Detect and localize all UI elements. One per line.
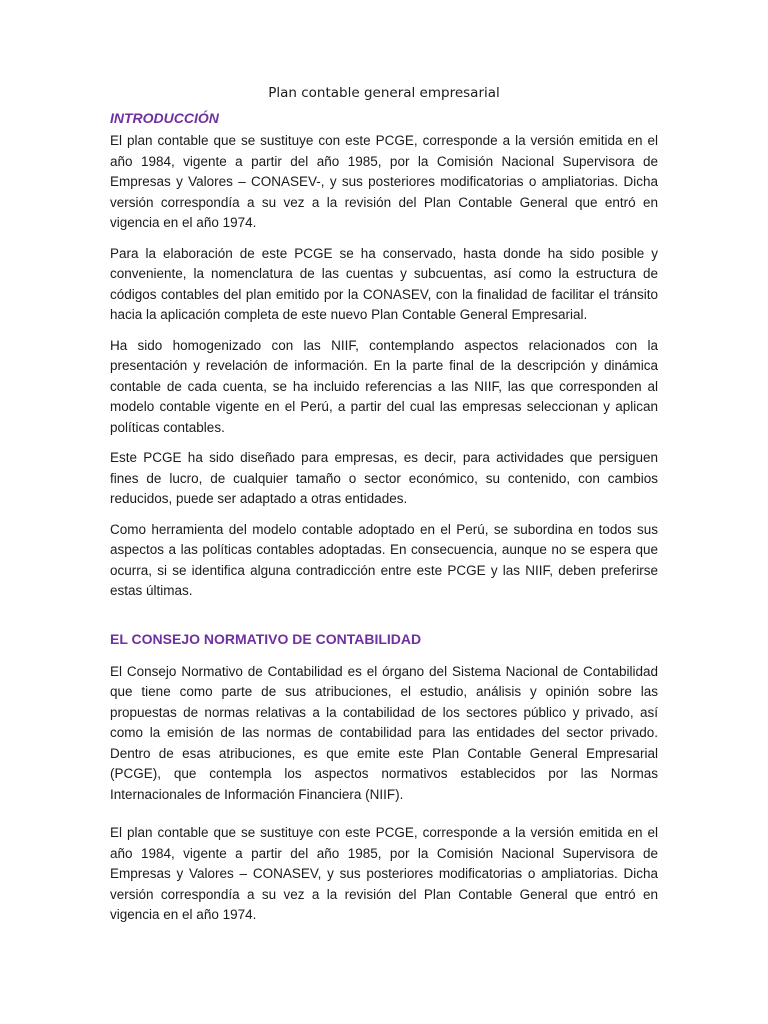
intro-paragraph-1: El plan contable que se sustituye con este PCGE, corresponde a la versión emitida en el año 1984, vigente a partir del año 1985, por la Comisión Nacional Supervisora de Empresas y Valores – CONASEV-, y sus posteriores modificatorias o ampliatorias. Dicha versión correspondía a su vez a la revisión del Plan Contable General que entró en vigencia en el año 1974.: [110, 133, 658, 230]
document-title: Plan contable general empresarial: [268, 85, 500, 101]
intro-paragraph-2: Para la elaboración de este PCGE se ha conservado, hasta donde ha sido posible y conveniente, la nomenclatura de las cuentas y subcuentas, así como la estructura de códigos contables del plan emitido por la CONASEV, con la finalidad de facilitar el tránsito hacia la aplicación completa de este nuevo Plan Contable General Empresarial.: [110, 245, 658, 322]
intro-paragraph-4: Este PCGE ha sido diseñado para empresas, es decir, para actividades que persiguen fines de lucro, de cualquier tamaño o sector económico, su contenido, con cambios reducidos, puede ser adaptado a otras entidades.: [110, 450, 658, 506]
intro-paragraph-5: Como herramienta del modelo contable adoptado en el Perú, se subordina en todos sus aspectos a las políticas contables adoptadas. En consecuencia, aunque no se espera que ocurra, si se identifica alguna contradicción entre este PCGE y las NIIF, deben preferirse estas últimas.: [110, 521, 658, 598]
consejo-paragraph-2: El plan contable que se sustituye con este PCGE, corresponde a la versión emitida en el año 1984, vigente a partir del año 1985, por la Comisión Nacional Supervisora de Empresas y Valores – CONASEV, y sus posteriores modificatorias o ampliatorias. Dicha versión correspondía a su vez a la revisión del Plan Contable General que entró en vigencia en el año 1974.: [110, 825, 658, 922]
section-heading-introduccion: INTRODUCCIÓN: [110, 110, 219, 126]
section-heading-consejo: EL CONSEJO NORMATIVO DE CONTABILIDAD: [110, 630, 422, 647]
intro-paragraph-3: Ha sido homogenizado con las NIIF, contemplando aspectos relacionados con la presentación y revelación de información. En la parte final de la descripción y dinámica contable de cada cuenta, se ha incluido referencias a las NIIF, las que corresponden al modelo contable vigente en el Perú, a partir del cual las empresas seleccionan y aplican políticas contables.: [110, 337, 658, 435]
consejo-paragraph-1: El Consejo Normativo de Contabilidad es el órgano del Sistema Nacional de Contabilidad que tiene como parte de sus atribuciones, el estudio, análisis y opinión sobre las propuestas de normas relativas a la contabilidad de los sectores público y privado, así como la emisión de las normas de contabilidad para las entidades del sector privado. Dentro de esas atribuciones, es que emite este Plan Contable General Empresarial (PCGE), que contempla los aspectos normativos establecidos por las Normas Internacionales de Información Financiera (NIIF).: [110, 663, 658, 802]
